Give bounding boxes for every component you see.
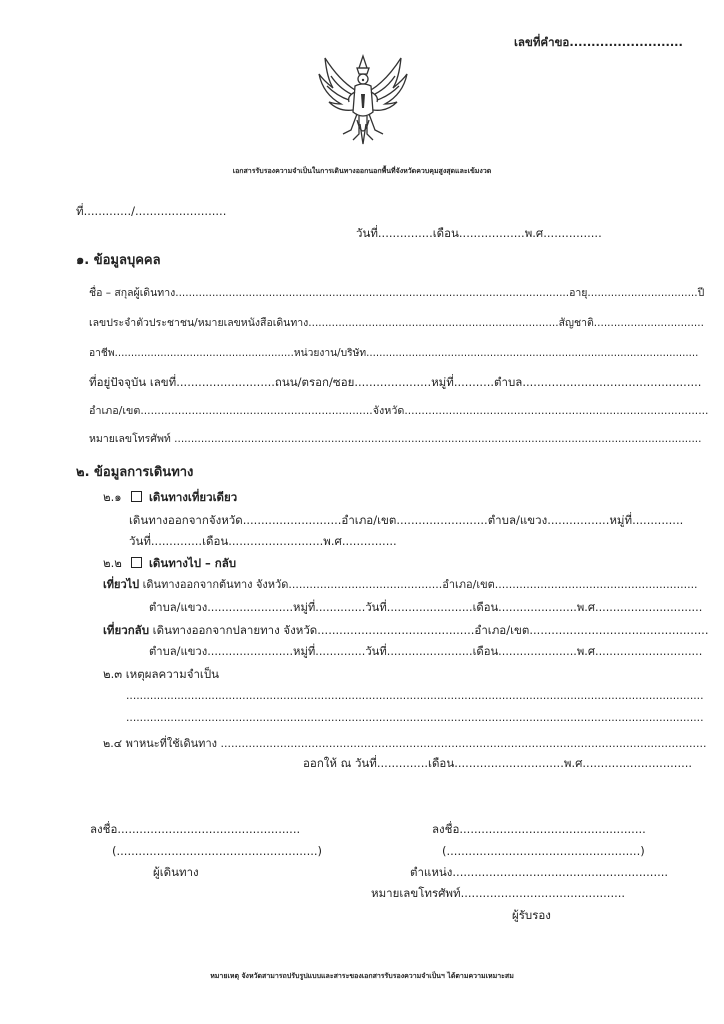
section-2-header: ๒. ข้อมูลการเดินทาง: [76, 465, 194, 480]
one-way-checkbox[interactable]: [131, 491, 142, 502]
reason-label: ๒.๓ เหตุผลความจำเป็น: [103, 667, 219, 681]
outbound-origin-field[interactable]: [103, 577, 698, 593]
one-way-date-field[interactable]: วันที่..............เดือน..........................พ.ศ...............: [129, 534, 397, 548]
one-way-origin-field[interactable]: เดินทางออกจากจังหวัด...........................อำเภอ/เขต.........................ตำบล/แขวง.................หมู่ที่..............: [129, 513, 684, 527]
return-origin-field[interactable]: [103, 622, 708, 638]
document-title: เอกสารรับรองความจำเป็นในการเดินทางออกนอกพื้นที่จังหวัดควบคุมสูงสุดและเข้มงวด: [232, 167, 492, 175]
reason-line-2[interactable]: .........................................................................................................................................................................: [126, 711, 704, 724]
garuda-emblem-icon: [313, 50, 413, 150]
id-number-field[interactable]: เลขประจำตัวประชาชน/หมายเลขหนังสือเดินทาง...........................................................................สัญชาติ.................................: [89, 317, 704, 329]
occupation-field[interactable]: อาชีพ.......................................................หน่วยงาน/บริษัท......................................................................................................: [89, 347, 699, 359]
issued-date-field[interactable]: ออกให้ ณ วันที่..............เดือน..............................พ.ศ..............................: [303, 756, 693, 770]
round-trip-label: เดินทางไป – กลับ: [149, 556, 237, 570]
one-way-label: เดินทางเที่ยวเดียว: [149, 490, 238, 504]
request-number-field[interactable]: เลขที่คำขอ..........................: [514, 35, 683, 49]
date-field[interactable]: วันที่...............เดือน..................พ.ศ................: [356, 226, 602, 240]
outbound-date-field[interactable]: ตำบล/แขวง........................หมู่ที่..............วันที่........................เดือน......................พ.ศ..............................: [149, 601, 703, 614]
return-origin-text: เดินทางออกจากปลายทาง จังหวัด...........................................อำเภอ/เขต.................................................: [149, 623, 709, 637]
address-field[interactable]: ที่อยู่ปัจจุบัน เลขที่...........................ถนน/ตรอก/ซอย.....................หมู่ที่...........ตำบล.................................................: [89, 375, 702, 389]
traveler-printed-name-field[interactable]: (.......................................................): [112, 844, 323, 858]
return-date-field[interactable]: ตำบล/แขวง........................หมู่ที่..............วันที่........................เดือน......................พ.ศ..............................: [149, 645, 703, 658]
certifier-role-label: ผู้รับรอง: [512, 908, 551, 922]
traveler-signature-field[interactable]: ลงชื่อ..................................................: [90, 822, 301, 836]
section-1-header: ๑. ข้อมูลบุคคล: [76, 253, 161, 268]
phone-field[interactable]: หมายเลขโทรศัพท์ ..............................................................................................................................................................: [89, 433, 702, 445]
reason-line-1[interactable]: .........................................................................................................................................................................: [126, 689, 704, 702]
district-field[interactable]: อำเภอ/เขต....................................................................จังหวัด.........................................................................................: [89, 404, 709, 417]
outbound-origin-text: เดินทางออกจากต้นทาง จังหวัด............................................อำเภอ/เขต..........................................................: [139, 578, 698, 591]
round-trip-checkbox[interactable]: [131, 557, 142, 568]
traveler-name-field[interactable]: ชื่อ – สกุลผู้เดินทาง......................................................................................................................อายุ.................................ปี: [89, 287, 705, 299]
certifier-printed-name-field[interactable]: (.....................................................): [442, 844, 645, 858]
certifier-phone-field[interactable]: หมายเลขโทรศัพท์.............................................: [371, 886, 626, 900]
return-label: เที่ยวกลับ: [103, 623, 150, 637]
certifier-position-field[interactable]: ตำแหน่ง...........................................................: [410, 865, 669, 879]
vehicle-field[interactable]: ๒.๔ พาหนะที่ใช้เดินทาง ...........................................................................................................................................: [103, 737, 707, 750]
outbound-label: เที่ยวไป: [103, 578, 140, 591]
option-2-2-number: ๒.๒: [103, 556, 122, 570]
traveler-role-label: ผู้เดินทาง: [153, 865, 199, 879]
footer-note: หมายเหตุ จังหวัดสามารถปรับรูปแบบและสาระของเอกสารรับรองความจำเป็นฯ ได้ตามความเหมาะสม: [210, 972, 514, 980]
option-2-1-number: ๒.๑: [103, 490, 122, 504]
certifier-signature-field[interactable]: ลงชื่อ...................................................: [432, 822, 646, 836]
reference-number-field[interactable]: ที่............./.........................: [76, 204, 227, 218]
